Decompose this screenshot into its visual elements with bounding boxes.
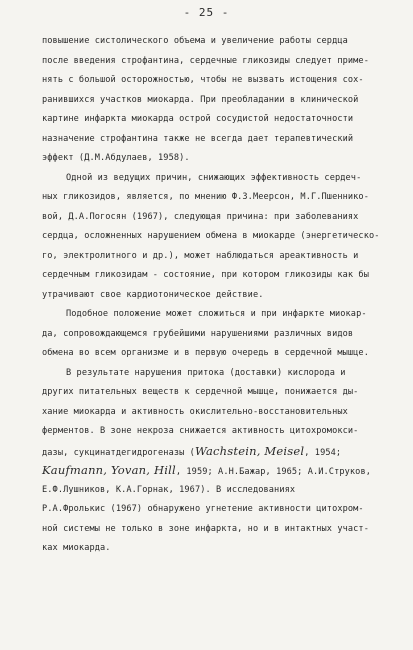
paragraph-3	[42, 305, 392, 364]
text-line: обмена во всем организме и в первую очередь в сердечной мышце.	[42, 348, 369, 358]
text-line: да, сопровождающемся грубейшими нарушениями различных видов	[42, 328, 354, 339]
text-line: ферментов. В зоне некроза снижается активность цитохромокси-	[42, 426, 359, 436]
text-line: ранившихся участков миокарда. При преобладании в клинической	[42, 94, 359, 105]
text-line: хание миокарда и активность окислительно-восстановительных	[42, 406, 348, 417]
paragraph-1	[42, 32, 392, 169]
text-line-with-handwriting	[42, 461, 392, 481]
body-text	[42, 32, 392, 559]
page-number: - 25 -	[183, 6, 230, 19]
paragraph-2	[42, 169, 392, 306]
text-fragment: , 1954;	[304, 447, 342, 458]
text-line: ной системы не только в зоне инфаркта, но и в интактных участ-	[42, 523, 369, 534]
text-line: утрачивают свое кардиотоническое действие.	[42, 289, 264, 300]
text-fragment: , 1959; А.Н.Бажар, 1965; А.И.Струков,	[175, 467, 371, 477]
text-line: сердечным гликозидам - состояние, при котором гликозиды как бы	[42, 270, 369, 280]
text-fragment: дазы, сукцинатдегидрогеназы (	[42, 447, 195, 458]
text-line: сердца, осложненных нарушением обмена в миокарде (энергетическо-	[42, 231, 380, 241]
text-line: го, электролитного и др.), может наблюдаться ареактивность и	[42, 250, 359, 261]
text-line-with-handwriting	[42, 442, 392, 462]
text-line: ных гликозидов, является, по мнению Ф.З.Меерсон, М.Г.Пшенникo-	[42, 192, 369, 202]
text-line: картине инфаркта миокарда острой сосудистой недостаточности	[42, 114, 354, 124]
text-line: В результате нарушения притока (доставки) кислорода и	[66, 367, 346, 378]
text-line: вой, Д.А.Погосян (1967), следующая причина: при заболеваниях	[42, 211, 359, 222]
text-line: Одной из ведущих причин, снижающих эффективность сердеч-	[66, 172, 362, 183]
text-line: других питательных веществ к сердечной мышце, понижается ды-	[42, 387, 359, 397]
text-line: после введения строфантина, сердечные гликозиды следует приме-	[42, 55, 369, 66]
text-line: Подобное положение может сложиться и при инфаркте миокар-	[66, 309, 367, 319]
paragraph-4	[42, 364, 392, 559]
text-line: Р.А.Фролькис (1967) обнаружено угнетение активности цитохром-	[42, 504, 364, 514]
text-line: ках миокарда.	[42, 543, 111, 553]
text-line: эффект (Д.М.Абдулаев, 1958).	[42, 153, 190, 163]
text-line: нять с большой осторожностью, чтобы не вызвать истощения сох-	[42, 75, 364, 85]
text-line: назначение строфантина также не всегда дает терапевтический	[42, 133, 354, 144]
handwritten-authors: Wachstein, Meisel	[194, 443, 305, 458]
handwritten-authors: Kaufmann, Yovan, Hill	[42, 463, 176, 477]
text-line: повышение систолического объема и увеличение работы сердца	[42, 36, 348, 46]
text-line: Е.Ф.Лушников, К.А.Горнак, 1967). В исследованиях	[42, 484, 296, 495]
